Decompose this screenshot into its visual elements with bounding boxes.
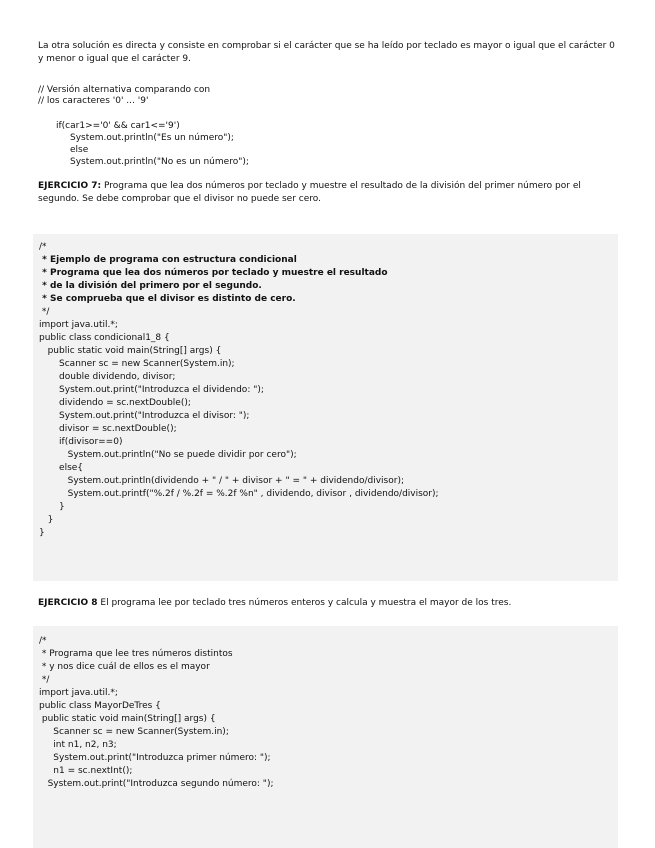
code-line: public class MayorDeTres { [39,701,161,711]
exercise-8-label: EJERCICIO 8 [38,598,98,608]
code-line: /* [39,636,47,646]
exercise-8-text: El programa lee por teclado tres números enteros y calcula y muestra el mayor de los tres. [97,598,512,608]
code-line: } [39,502,65,512]
code-line: } [39,528,45,538]
code-line: int n1, n2, n3; [39,740,117,750]
code-line: */ [39,307,50,317]
exercise-8-code-block [33,626,618,848]
code-line: public static void main(String[] args) { [39,714,216,724]
code-line: } [39,515,54,525]
intro-code-if: if(car1>='0' && car1<='9') [56,121,180,131]
code-line: Scanner sc = new Scanner(System.in); [39,359,235,369]
code-line: public class condicional1_8 { [39,333,170,343]
code-line: divisor = sc.nextDouble(); [39,424,177,434]
code-line: * Ejemplo de programa con estructura condicional [39,255,297,265]
code-line: * Se comprueba que el divisor es distinto de cero. [39,294,296,304]
intro-code-println-1: System.out.println("Es un número"); [70,133,234,143]
code-line: System.out.println(dividendo + " / " + divisor + " = " + dividendo/divisor); [39,476,404,486]
exercise-7-text: Programa que lea dos números por teclado y muestre el resultado de la división del primer número por el segundo. Se debe comprobar que el divisor no puede ser cero. [38,181,581,204]
code-line: import java.util.*; [39,688,118,698]
code-line: * Programa que lea dos números por teclado y muestre el resultado [39,268,388,278]
code-line: System.out.print("Introduzca primer número: "); [39,753,271,763]
code-line: System.out.printf("%.2f / %.2f = %.2f %n" , dividendo, divisor , dividendo/divisor); [39,489,439,499]
intro-paragraph: La otra solución es directa y consiste en comprobar si el carácter que se ha leído por teclado es mayor o igual que el carácter 0 y menor o igual que el carácter 9. [38,41,615,64]
code-line: System.out.println("No se puede dividir por cero"); [39,450,297,460]
code-line: System.out.print("Introduzca segundo número: "); [39,779,274,789]
code-line: else{ [39,463,84,473]
code-line: * y nos dice cuál de ellos es el mayor [39,662,210,672]
code-line: double dividendo, divisor; [39,372,176,382]
code-line: n1 = sc.nextInt(); [39,766,133,776]
code-line: import java.util.*; [39,320,118,330]
code-line: dividendo = sc.nextDouble(); [39,398,191,408]
intro-comment-2: // los caracteres '0' ... '9' [38,96,149,106]
code-line: System.out.print("Introduzca el dividendo: "); [39,385,264,395]
intro-code-else: else [70,145,89,155]
intro-comment-1: // Versión alternativa comparando con [38,85,211,95]
exercise-7-label: EJERCICIO 7: [38,181,102,191]
code-line: /* [39,242,47,252]
code-line: * Programa que lee tres números distintos [39,649,233,659]
intro-code-println-2: System.out.println("No es un número"); [70,157,249,167]
code-line: */ [39,675,50,685]
exercise-7-code-block [33,234,618,581]
code-line: Scanner sc = new Scanner(System.in); [39,727,229,737]
exercise-8-description [38,597,623,610]
code-line: * de la división del primero por el segundo. [39,281,262,291]
code-line: if(divisor==0) [39,437,123,447]
code-line: System.out.print("Introduzca el divisor: "); [39,411,250,421]
code-line: public static void main(String[] args) { [39,346,222,356]
exercise-7-description [38,180,623,206]
